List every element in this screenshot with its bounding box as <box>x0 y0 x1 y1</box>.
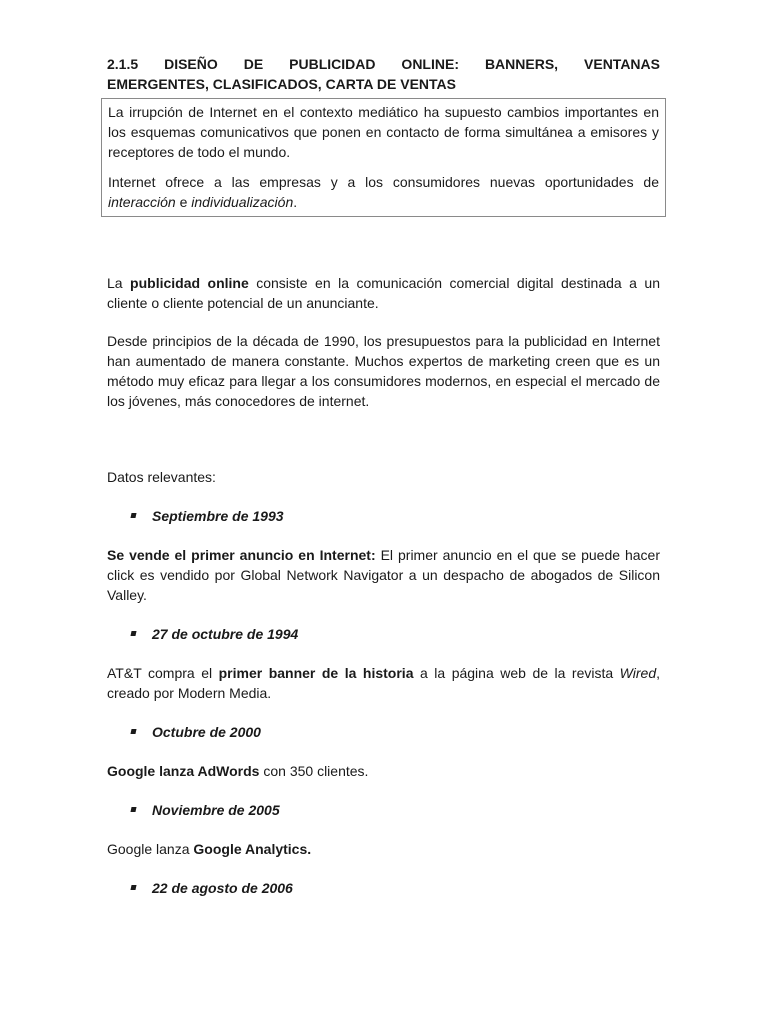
milestone-date-5 <box>107 878 660 898</box>
intro-p2-text-c: . <box>293 194 298 210</box>
milestone-desc-2 <box>107 663 660 703</box>
milestone-date-1-text: Septiembre de 1993 <box>152 508 284 524</box>
milestone-2-text-b: a la página web de la revista <box>413 665 620 681</box>
definition-strong: publicidad online <box>130 275 249 291</box>
definition-text-b: consiste en la comunicación comercial digital destinada a un cliente o cliente potencial de un anunciante. <box>107 275 660 311</box>
section-heading-line2: EMERGENTES, CLASIFICADOS, CARTA DE VENTAS <box>107 76 456 92</box>
intro-p2-emphasis-interaccion: interacción <box>108 194 176 210</box>
milestone-1-strong: Se vende el primer anuncio en Internet: <box>107 547 376 563</box>
intro-p2-emphasis-individualizacion: individualización <box>191 194 294 210</box>
milestone-4-text-a: Google lanza <box>107 841 194 857</box>
document-content <box>107 54 660 898</box>
milestone-date-2 <box>107 624 660 644</box>
history-paragraph: Desde principios de la década de 1990, los presupuestos para la publicidad en Internet han aumentado de manera constante. Muchos expertos de marketing creen que es un método muy eficaz para llegar a los consumidores modernos, en especial el mercado de los jóvenes, más conocedores de internet. <box>107 333 660 409</box>
milestone-3-text: con 350 clientes. <box>259 763 369 779</box>
milestone-2-strong: primer banner de la historia <box>218 665 414 681</box>
bullet-square-icon <box>130 513 136 518</box>
milestone-date-3-text: Octubre de 2000 <box>152 724 261 740</box>
milestone-4-strong: Google Analytics. <box>193 841 312 857</box>
section-heading-line1: 2.1.5 DISEÑO DE PUBLICIDAD ONLINE: BANNERS, VENTANAS <box>107 56 660 72</box>
intro-paragraph-2 <box>108 172 659 212</box>
milestone-2-text-c: , creado por Modern Media. <box>107 665 660 701</box>
milestone-date-4 <box>107 800 660 820</box>
intro-p2-text-b: e <box>175 194 192 210</box>
milestone-2-text-a: AT&T compra el <box>107 665 219 681</box>
milestone-1-text: El primer anuncio en el que se puede hacer click es vendido por Global Network Navigator a un despacho de abogados de Silicon Valley. <box>107 547 661 603</box>
relevant-data-label: Datos relevantes: <box>107 469 216 485</box>
milestone-date-2-text: 27 de octubre de 1994 <box>152 626 299 642</box>
milestone-2-emphasis: Wired <box>619 665 657 681</box>
bullet-square-icon <box>130 807 136 812</box>
definition-text-a: La <box>107 275 131 291</box>
definition-paragraph <box>107 273 660 313</box>
intro-paragraph-1: La irrupción de Internet en el contexto mediático ha supuesto cambios importantes en los esquemas comunicativos que ponen en contacto de forma simultánea a emisores y receptores de todo el mundo. <box>108 104 659 160</box>
milestone-date-5-text: 22 de agosto de 2006 <box>152 880 293 896</box>
milestone-desc-1 <box>107 545 660 605</box>
milestone-desc-4 <box>107 839 660 859</box>
milestone-date-1 <box>107 506 660 526</box>
bullet-square-icon <box>130 729 136 734</box>
milestone-3-strong: Google lanza AdWords <box>107 763 260 779</box>
intro-box <box>101 98 666 217</box>
bullet-square-icon <box>130 885 136 890</box>
milestone-date-3 <box>107 722 660 742</box>
milestone-desc-3 <box>107 761 660 781</box>
milestone-date-4-text: Noviembre de 2005 <box>152 802 280 818</box>
intro-p2-text-a: Internet ofrece a las empresas y a los consumidores nuevas oportunidades de <box>108 174 659 190</box>
bullet-square-icon <box>130 631 136 636</box>
